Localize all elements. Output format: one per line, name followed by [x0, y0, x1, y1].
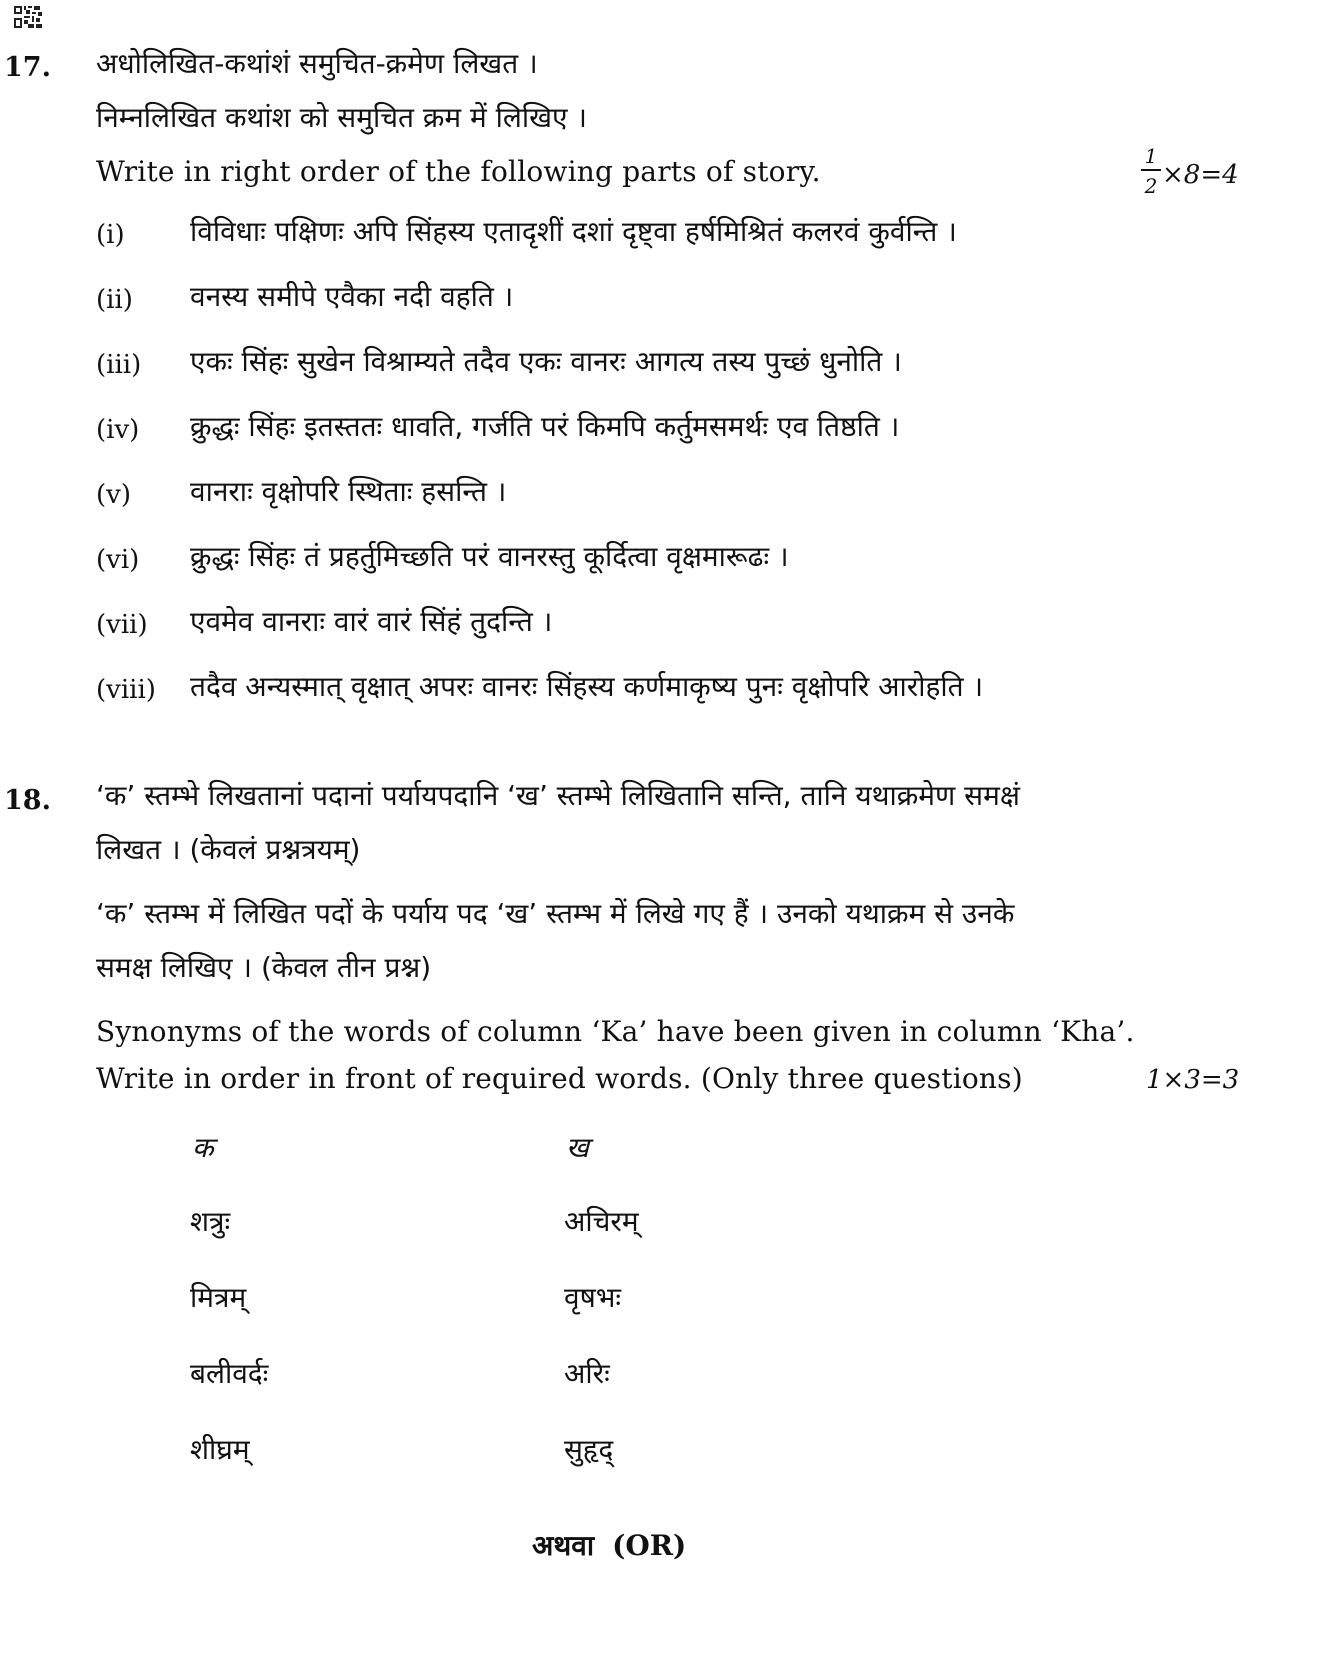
column-kha-cell: वृषभः: [564, 1281, 622, 1314]
column-ka-cell: बलीवर्दः: [190, 1357, 269, 1390]
instruction-english: Write in right order of the following parts of story.: [96, 155, 821, 188]
column-ka-cell: मित्रम्: [190, 1281, 247, 1314]
item-label: (vi): [96, 545, 140, 575]
column-kha-cell: अरिः: [564, 1357, 610, 1390]
item-label: (ii): [96, 285, 133, 315]
item-text: क्रुद्धः सिंहः इतस्ततः धावति, गर्जति परं किमपि कर्तुमसमर्थः एव तिष्ठति ।: [190, 410, 900, 443]
item-text: क्रुद्धः सिंहः तं प्रहर्तुमिच्छति परं वानरस्तु कूर्दित्वा वृक्षमारूढः ।: [190, 540, 789, 573]
item-label: (viii): [96, 675, 156, 705]
item-text: एकः सिंहः सुखेन विश्राम्यते तदैव एकः वानरः आगत्य तस्य पुच्छं धुनोति ।: [190, 345, 902, 378]
qr-code-icon: [14, 6, 42, 28]
item-text: वानराः वृक्षोपरि स्थिताः हसन्ति ।: [190, 475, 507, 508]
column-ka-header: क: [192, 1131, 214, 1164]
item-label: (vii): [96, 610, 148, 640]
instruction-sanskrit-line1: ‘क’ स्तम्भे लिखतानां पदानां पर्यायपदानि ‘ख’ स्तम्भे लिखितानि सन्ति, तानि यथाक्रमेण समक्षं: [96, 779, 1020, 812]
item-text: तदैव अन्यस्मात् वृक्षात् अपरः वानरः सिंहस्य कर्णमाकृष्य पुनः वृक्षोपरि आरोहति ।: [190, 670, 984, 703]
marks-total: 1×3=3: [1146, 1065, 1240, 1095]
fraction-numerator: 1: [1144, 144, 1158, 168]
item-label: (v): [96, 480, 131, 510]
instruction-sanskrit: अधोलिखित-कथांशं समुचित-क्रमेण लिखत ।: [96, 47, 538, 80]
item-text: विविधाः पक्षिणः अपि सिंहस्य एतादृशीं दशां दृष्ट्वा हर्षमिश्रितं कलरवं कुर्वन्ति ।: [190, 215, 957, 248]
or-separator: [532, 1529, 687, 1562]
question-number: 18.: [4, 785, 51, 816]
item-label: (iii): [96, 350, 142, 380]
instruction-hindi: निम्नलिखित कथांश को समुचित क्रम में लिखिए ।: [96, 101, 588, 134]
instruction-english-line1: Synonyms of the words of column ‘Ka’ have been given in column ‘Kha’.: [96, 1015, 1135, 1048]
item-label: (i): [96, 220, 125, 250]
item-text: वनस्य समीपे एवैका नदी वहति ।: [190, 280, 514, 313]
or-english: (OR): [612, 1529, 687, 1562]
fraction-denominator: 2: [1144, 174, 1158, 198]
question-number: 17.: [4, 52, 51, 83]
column-ka-cell: शीघ्रम्: [190, 1433, 250, 1466]
column-ka-cell: शत्रुः: [190, 1205, 231, 1238]
instruction-english-line2: Write in order in front of required words. (Only three questions): [96, 1062, 1023, 1095]
item-text: एवमेव वानराः वारं वारं सिंहं तुदन्ति ।: [190, 605, 553, 638]
marks-fraction: [1140, 146, 1162, 196]
instruction-hindi-line2: समक्ष लिखिए । (केवल तीन प्रश्न): [96, 951, 432, 984]
instruction-hindi-line1: ‘क’ स्तम्भ में लिखित पदों के पर्याय पद ‘ख’ स्तम्भ में लिखे गए हैं । उनको यथाक्रम से उनके: [96, 897, 1015, 930]
or-hindi: अथवा: [532, 1529, 595, 1562]
column-kha-header: ख: [566, 1131, 589, 1164]
marks-total: ×8=4: [1162, 160, 1239, 190]
instruction-sanskrit-line2: लिखत । (केवलं प्रश्नत्रयम्): [96, 833, 361, 866]
item-label: (iv): [96, 415, 140, 445]
column-kha-cell: सुहृद्: [564, 1433, 614, 1466]
column-kha-cell: अचिरम्: [564, 1205, 639, 1238]
